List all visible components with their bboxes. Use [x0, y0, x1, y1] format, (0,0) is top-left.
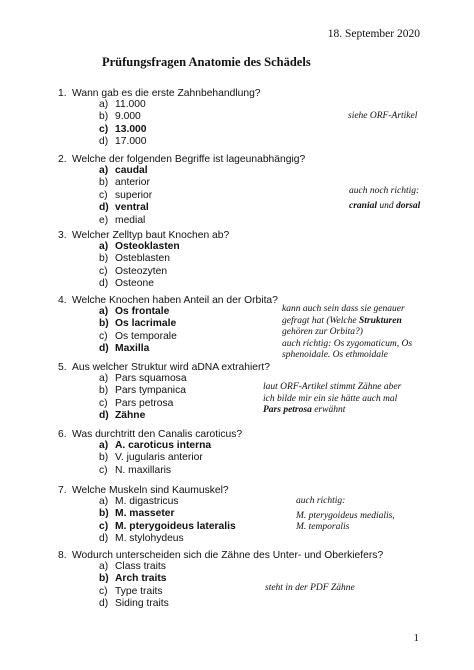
note-q4-strukturen: Strukturen [358, 315, 402, 326]
answer-option [99, 452, 211, 464]
note-q4-line3: gehören zur Orbita?) [282, 327, 363, 338]
option-label: b) [99, 508, 109, 520]
answer-option [99, 278, 180, 290]
answer-option [99, 177, 152, 189]
note-q7-line2: M. pterygoideus medialis, [296, 510, 395, 521]
question-text: Welcher Zelltyp baut Knochen ab? [72, 230, 230, 241]
question-number: 3. [58, 230, 67, 241]
answer-option [99, 496, 236, 508]
answer-option [99, 533, 236, 545]
question-number: 4. [58, 295, 67, 306]
option-label: c) [99, 265, 108, 277]
answer-option [99, 586, 169, 598]
option-label: d) [99, 533, 109, 545]
option-label: a) [99, 99, 109, 110]
option-text: Osteblasten [115, 253, 170, 265]
option-label: d) [99, 598, 109, 610]
option-label: a) [99, 306, 109, 317]
answer-option [99, 385, 187, 397]
option-text: V. jugularis anterior [115, 452, 203, 464]
answer-option [99, 266, 180, 278]
document-date: 18. September 2020 [327, 28, 420, 40]
page-number: 1 [413, 632, 419, 644]
option-label: a) [99, 561, 109, 572]
note-q2-line1: auch noch richtig: [349, 186, 420, 196]
note-q2 [349, 186, 420, 212]
option-label: d) [99, 202, 109, 214]
option-text: Siding traits [115, 598, 169, 610]
option-label: b) [99, 385, 109, 397]
question-number: 8. [58, 550, 67, 561]
answer-option [99, 165, 152, 177]
answer-option [99, 598, 169, 610]
answer-option [99, 253, 180, 265]
option-label: c) [99, 397, 108, 409]
option-text: Osteozyten [115, 265, 168, 277]
question-text: Welche der folgenden Begriffe ist lageunabhängig? [72, 154, 306, 165]
answer-options [99, 99, 147, 149]
option-text: Pars petrosa [115, 397, 174, 409]
answer-option [99, 318, 177, 330]
option-text: M. masseter [115, 508, 175, 520]
option-text: M. pterygoideus lateralis [115, 520, 236, 532]
option-text: Arch traits [115, 573, 167, 585]
question-number: 5. [58, 362, 67, 373]
question-text: Welche Muskeln sind Kaumuskel? [72, 485, 229, 496]
option-text: caudal [115, 165, 148, 176]
option-label: a) [99, 373, 109, 384]
option-text: Class traits [115, 561, 166, 572]
note-q4-line2: gefragt hat (Welche [282, 315, 359, 326]
option-label: b) [99, 573, 109, 585]
option-text: Pars squamosa [115, 373, 187, 384]
option-text: 13.000 [115, 123, 147, 135]
option-label: c) [99, 464, 108, 476]
option-text: medial [115, 214, 146, 226]
option-text: Osteoklasten [115, 241, 180, 252]
option-text: ventral [115, 202, 149, 214]
answer-option [99, 136, 147, 148]
answer-option [99, 202, 152, 214]
option-text: anterior [115, 177, 150, 189]
note-q2-cranial: cranial [349, 200, 377, 211]
answer-option [99, 99, 147, 111]
question-text: Wodurch unterscheiden sich die Zähne des Unter- und Oberkiefers? [72, 550, 384, 561]
note-q4 [282, 304, 447, 362]
note-q4-line5: sphenoidale. Os ethmoidale [282, 350, 388, 361]
answer-options [99, 561, 169, 611]
option-text: N. maxillaris [115, 464, 172, 476]
option-text: Os temporale [115, 330, 177, 342]
answer-option [99, 561, 169, 573]
question-text: Aus welcher Struktur wird aDNA extrahiert? [72, 362, 271, 373]
answer-options [99, 373, 187, 423]
note-q5-pars-petrosa: Pars petrosa [263, 405, 312, 416]
option-text: Os frontale [115, 306, 170, 317]
option-text: Maxilla [115, 343, 150, 355]
answer-option [99, 398, 187, 410]
question-number: 6. [58, 429, 67, 440]
option-label: d) [99, 343, 109, 355]
option-label: c) [99, 123, 109, 135]
answer-option [99, 241, 180, 253]
option-label: b) [99, 253, 109, 265]
answer-option [99, 111, 147, 123]
answer-option [99, 440, 211, 452]
note-q8 [265, 583, 355, 595]
answer-options [99, 496, 236, 546]
question-text: Was durchtritt den Canalis caroticus? [72, 429, 243, 440]
option-text: M. digastricus [115, 496, 179, 507]
option-text: 9.000 [115, 111, 141, 123]
option-label: d) [99, 410, 109, 422]
answer-options [99, 440, 211, 477]
question-number: 2. [58, 154, 67, 165]
option-text: 17.000 [115, 136, 147, 148]
answer-option [99, 373, 187, 385]
note-q7-line3: M. temporalis [296, 522, 350, 533]
option-text: Pars tympanica [115, 385, 186, 397]
note-q5 [263, 382, 401, 417]
answer-option [99, 190, 152, 202]
option-text: 11.000 [115, 99, 146, 110]
option-label: a) [99, 496, 109, 507]
option-label: b) [99, 111, 109, 123]
option-label: b) [99, 318, 109, 330]
question-number: 1. [58, 88, 67, 99]
option-label: d) [99, 136, 109, 148]
answer-option [99, 410, 187, 422]
note-q7 [296, 496, 395, 534]
option-label: c) [99, 330, 108, 342]
option-label: d) [99, 278, 109, 290]
answer-option [99, 343, 177, 355]
note-q4-line1: kann auch sein dass sie genauer [282, 304, 405, 314]
option-label: c) [99, 520, 109, 532]
question-text: Welche Knochen haben Anteil an der Orbita? [72, 295, 278, 306]
note-q5-line1: laut ORF-Artikel stimmt Zähne aber [263, 382, 402, 392]
answer-option [99, 521, 236, 533]
note-q1-text: siehe ORF-Artikel [348, 111, 418, 121]
note-q5-line2: ich bilde mir ein sie hätte auch mal [263, 393, 398, 404]
option-label: e) [99, 214, 109, 226]
note-q8-text: steht in der PDF Zähne [265, 583, 355, 593]
option-label: a) [99, 440, 109, 451]
document-title: Prüfungsfragen Anatomie des Schädels [102, 55, 311, 69]
answer-option [99, 573, 169, 585]
option-text: A. caroticus interna [115, 440, 212, 451]
question-1 [58, 87, 261, 100]
answer-options [99, 241, 180, 291]
answer-option [99, 306, 177, 318]
answer-option [99, 331, 177, 343]
option-label: c) [99, 585, 108, 597]
question-number: 7. [58, 485, 67, 496]
answer-options [99, 306, 177, 356]
note-q1 [348, 111, 417, 123]
option-text: M. stylohydeus [115, 533, 184, 545]
answer-option [99, 465, 211, 477]
option-label: c) [99, 189, 108, 201]
answer-option [99, 215, 152, 227]
note-q5-line3: erwähnt [311, 405, 346, 416]
option-text: Osteone [115, 278, 154, 290]
option-text: Zähne [115, 410, 146, 422]
option-text: Os lacrimale [115, 318, 177, 330]
note-q2-und: und [376, 200, 396, 211]
note-q2-dorsal: dorsal [395, 200, 421, 211]
answer-option [99, 124, 147, 136]
option-text: Type traits [115, 585, 163, 597]
option-label: a) [99, 241, 109, 252]
option-label: a) [99, 165, 109, 176]
note-q7-line1: auch richtig: [296, 496, 346, 506]
option-text: superior [115, 189, 153, 201]
question-text: Wann gab es die erste Zahnbehandlung? [72, 88, 261, 99]
option-label: b) [99, 452, 109, 464]
option-label: b) [99, 177, 109, 189]
note-q4-line4: auch richtig: Os zygomaticum, Os [282, 338, 413, 349]
answer-options [99, 165, 152, 227]
answer-option [99, 508, 236, 520]
